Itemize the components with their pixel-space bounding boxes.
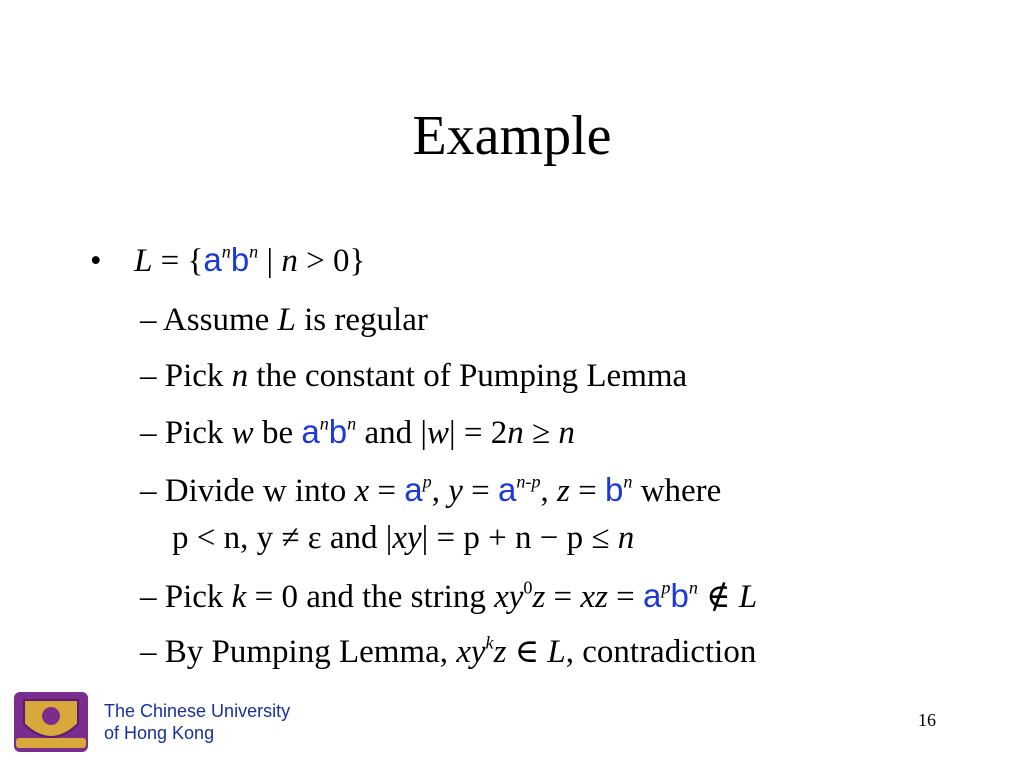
- symbol-b: b: [230, 241, 250, 278]
- list-item: – Pick n the constant of Pumping Lemma: [140, 358, 688, 394]
- language-symbol: L: [134, 243, 153, 279]
- footer-institution: [104, 700, 290, 744]
- list-item: – Pick w be $a^nb^n$ and |w| = 2n ≥ n: [140, 413, 575, 451]
- list-item: – By Pumping Lemma, $xy^kz$ ∈ L, contradiction: [140, 632, 757, 670]
- main-bullet: • $L = \{a^nb^n$ | n > 0}: [90, 241, 366, 279]
- list-item: – Assume L is regular: [140, 302, 428, 338]
- list-item: – Pick k = 0 and the string $xy^0z$ = xz = $a^pb^n$ ∉ L: [140, 577, 758, 615]
- footer-line-1: The Chinese University: [104, 701, 291, 721]
- footer-line-2: of Hong Kong: [104, 723, 215, 743]
- list-item-continuation: p < n, y ≠ ε and |xy| = p + n − p ≤ n: [172, 520, 635, 556]
- university-logo: [12, 690, 90, 754]
- bullet-mark: •: [90, 243, 102, 279]
- symbol-a: a: [203, 241, 222, 278]
- list-item: – Divide w into $x = a^p$, $y = a^{n-p}$, $z = b^n$ where: [140, 471, 722, 509]
- page-number: 16: [918, 710, 936, 730]
- slide-title: Example: [412, 105, 612, 167]
